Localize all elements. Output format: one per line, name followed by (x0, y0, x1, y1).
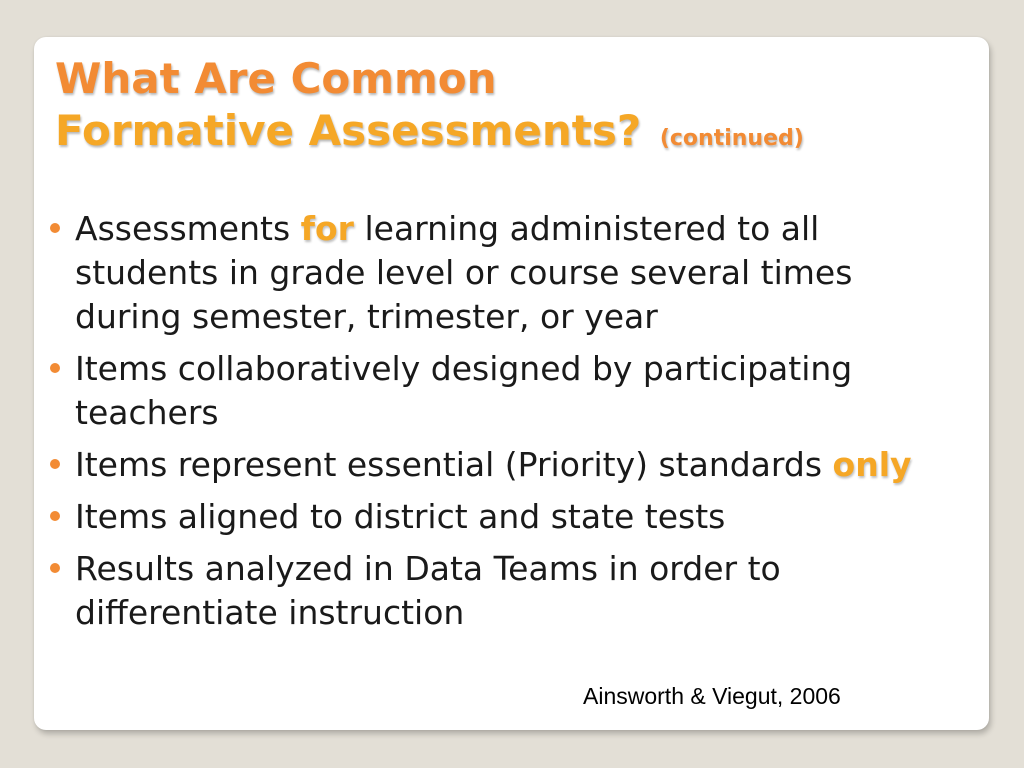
bullet-list (46, 207, 951, 643)
bullet-dot-icon (50, 511, 60, 521)
bullet-item (46, 347, 951, 435)
bullet-text-before: Items represent essential (Priority) standards (75, 445, 823, 484)
citation: Ainsworth & Viegut, 2006 (583, 683, 841, 709)
bullet-text-after: learning administered to all students in grade level or course several times during semester, trimester, or year (75, 209, 853, 336)
title-line-1: What Are Common (55, 54, 497, 103)
title-continued: (continued) (659, 126, 804, 151)
bullet-item (46, 547, 951, 635)
slide-title (55, 53, 804, 165)
bullet-item (46, 495, 951, 539)
bullet-emphasis: only (832, 445, 912, 484)
bullet-emphasis: for (300, 209, 354, 248)
bullet-text: Items collaboratively designed by participating teachers (75, 349, 853, 432)
bullet-text: Items aligned to district and state tests (75, 497, 726, 536)
bullet-item (46, 207, 951, 339)
title-line-2-text: Formative Assessments? (55, 106, 642, 155)
bullet-text-before: Assessments (75, 209, 291, 248)
bullet-text: Results analyzed in Data Teams in order to differentiate instruction (75, 549, 781, 632)
title-line-2 (55, 105, 804, 165)
bullet-item (46, 443, 951, 487)
bullet-dot-icon (50, 223, 60, 233)
bullet-dot-icon (50, 459, 60, 469)
bullet-dot-icon (50, 363, 60, 373)
bullet-dot-icon (50, 563, 60, 573)
